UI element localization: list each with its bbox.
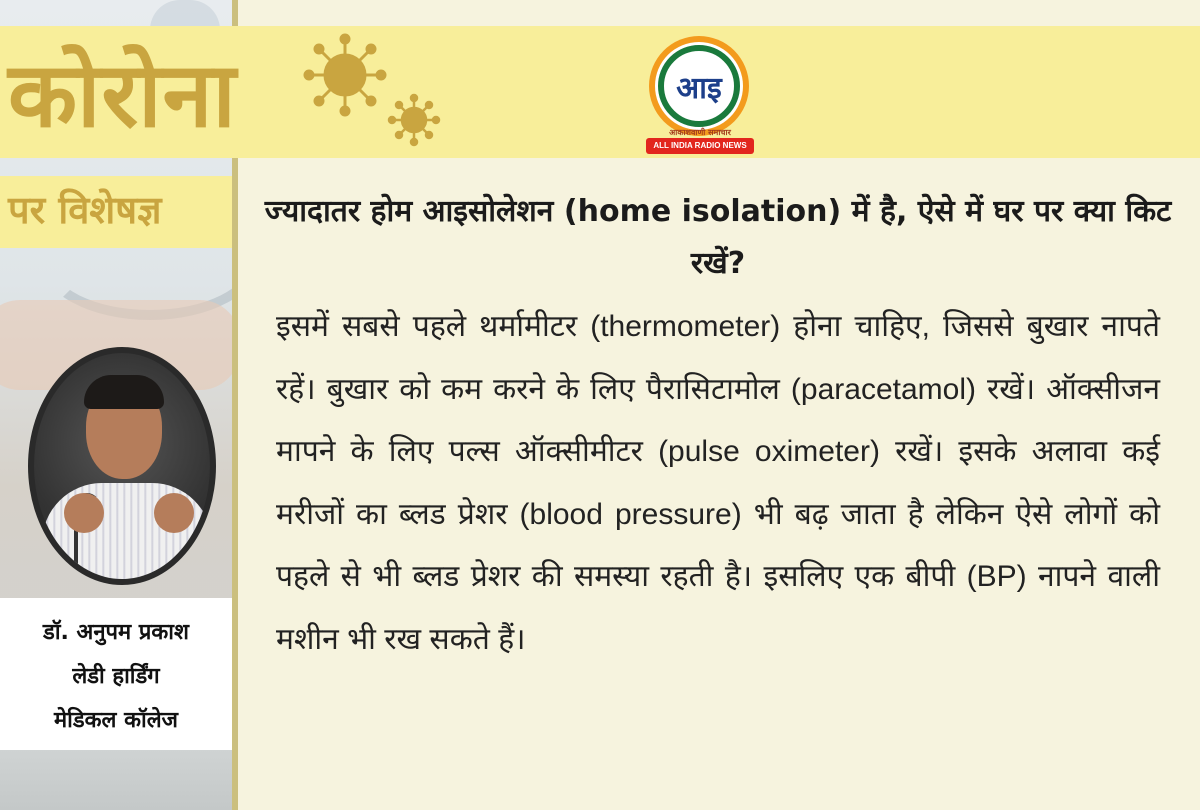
logo-monogram: आइ bbox=[676, 71, 722, 106]
subtitle: पर विशेषज्ञ bbox=[8, 188, 162, 232]
doctor-portrait bbox=[28, 347, 216, 585]
page-title: कोरोना bbox=[8, 43, 237, 148]
answer-text: इसमें सबसे पहले थर्मामीटर (thermometer) होना चाहिए, जिससे बुखार नापते रहें। बुखार को कम करने के लिए पैरासिटामोल (paracetamol) रखें। ऑक्सीजन मापने के लिए पल्स ऑक्सीमीटर (pulse oximeter) रखें। इसके अलावा कई मरीजों का ब्लड प्रेशर (blood pressure) भी बढ़ जाता है लेकिन ऐसे लोगों को पहले से भी ब्लड प्रेशर की समस्या रहती है। इसलिए एक बीपी (BP) नापने वाली मशीन भी रख सकते हैं। bbox=[276, 310, 1160, 656]
doctor-name: डॉ. अनुपम प्रकाश bbox=[43, 620, 189, 645]
hand-shape bbox=[154, 493, 194, 533]
logo-name: ALL INDIA RADIO NEWS bbox=[646, 138, 754, 154]
doctor-hospital-line1: लेडी हार्डिंग bbox=[72, 664, 160, 689]
hand-shape bbox=[64, 493, 104, 533]
logo-tagline: आकाशवाणी समाचार bbox=[669, 128, 731, 137]
doctor-caption bbox=[0, 598, 232, 750]
question-heading: ज्यादातर होम आइसोलेशन (home isolation) में है, ऐसे में घर पर क्या किट रखें? bbox=[264, 194, 1172, 281]
hair-shape bbox=[84, 375, 164, 409]
virus-icon bbox=[386, 92, 442, 148]
doctor-hospital-line2: मेडिकल कॉलेज bbox=[54, 708, 178, 733]
background-photo-bottom bbox=[0, 750, 232, 810]
virus-icon bbox=[300, 30, 390, 120]
